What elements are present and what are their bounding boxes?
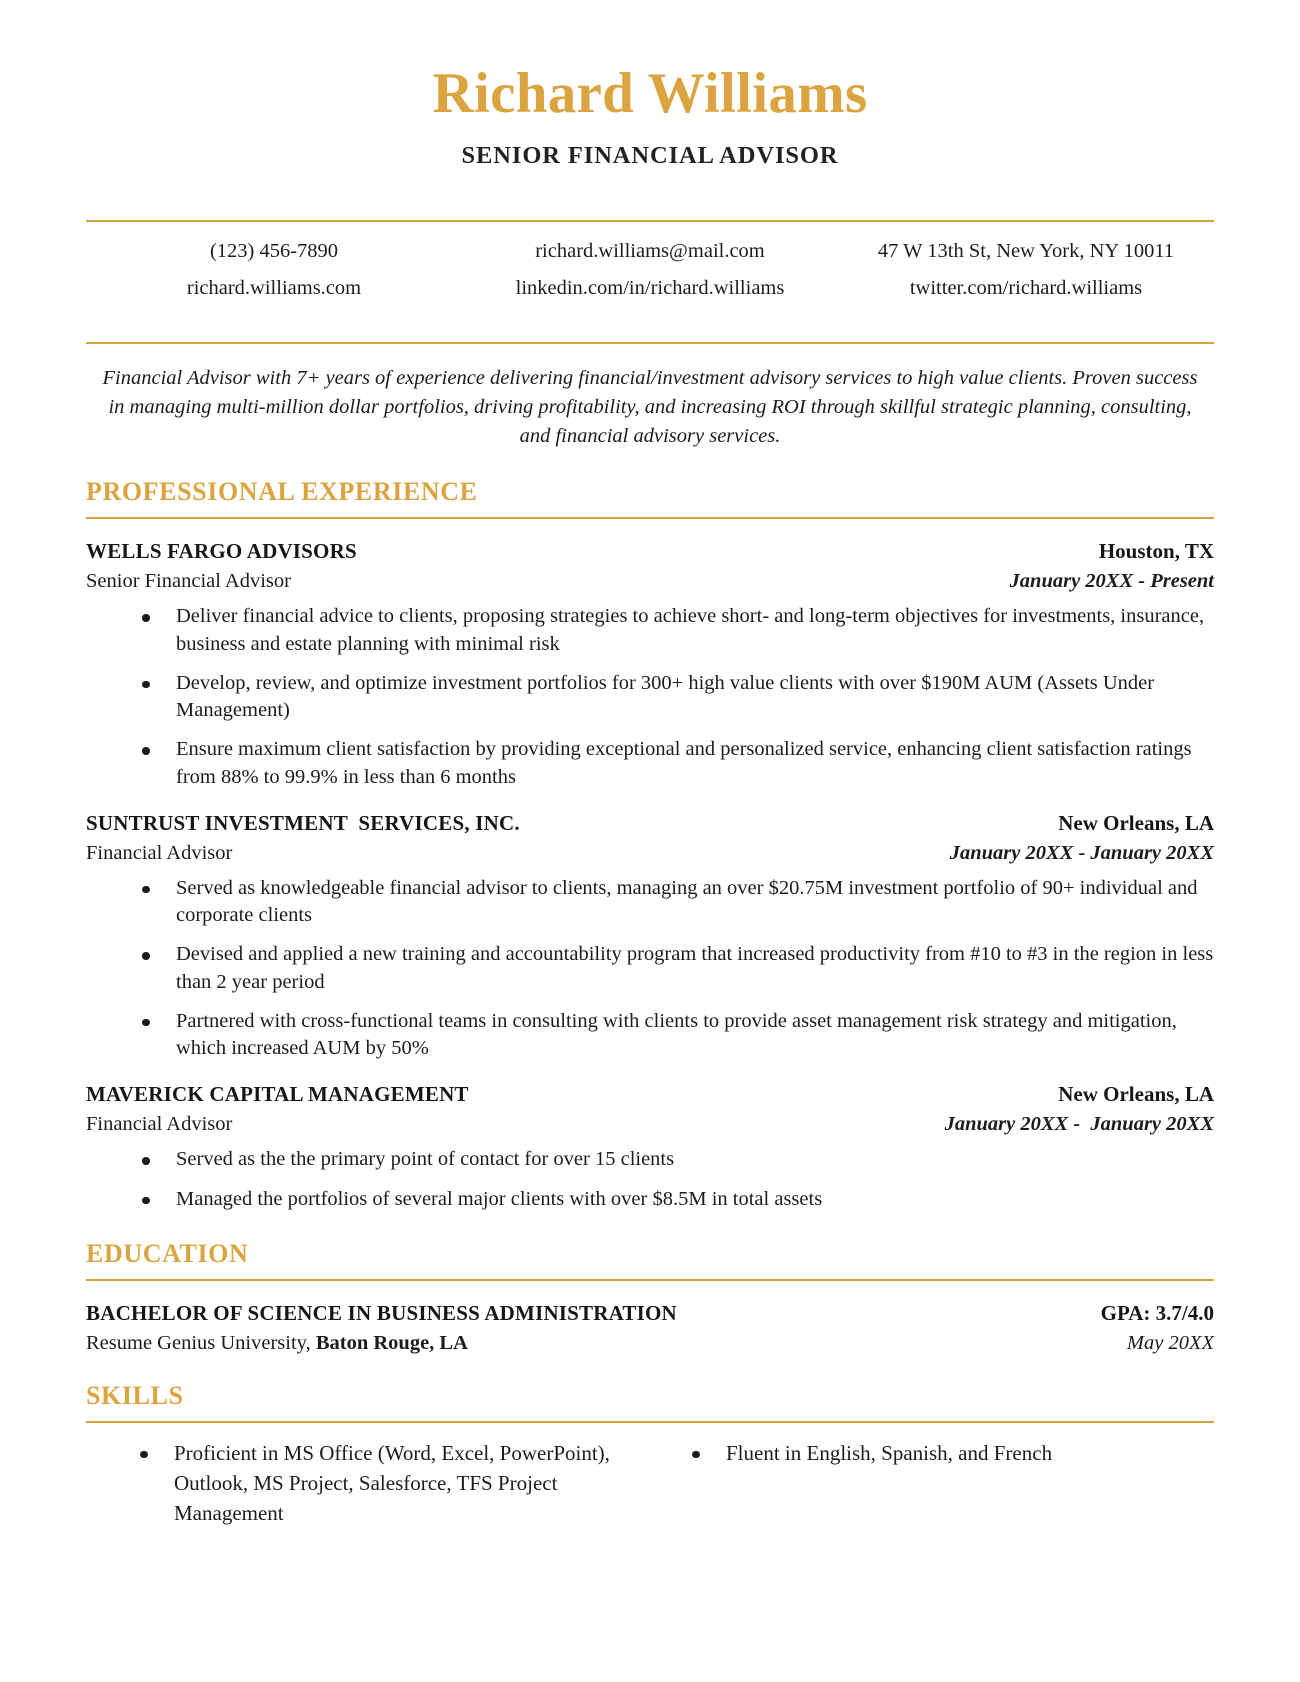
skills-column-right bbox=[662, 1439, 1214, 1528]
experience-location: New Orleans, LA bbox=[1058, 810, 1214, 835]
experience-bullet: Devised and applied a new training and accountability program that increased productivity from #10 to #3 in the region in less than 2 year period bbox=[134, 941, 1214, 996]
experience-bullet-list bbox=[86, 1146, 1214, 1213]
contact-address: 47 W 13th St, New York, NY 10011 bbox=[877, 239, 1175, 262]
section-divider-experience bbox=[86, 517, 1214, 519]
experience-bullet-list bbox=[86, 603, 1214, 791]
contact-linkedin[interactable]: linkedin.com/in/richard.williams bbox=[515, 277, 785, 300]
candidate-job-title: SENIOR FINANCIAL ADVISOR bbox=[461, 141, 839, 169]
section-divider-skills bbox=[86, 1421, 1214, 1423]
experience-bullet-list bbox=[86, 875, 1214, 1063]
professional-summary: Financial Advisor with 7+ years of experience delivering financial/investment advisory services to high value clients. Proven success in managing multi-million dollar portfolios, driving profitability, and increasing ROI through skillful strategic planning, consulting, and financial advisory services. bbox=[102, 367, 1198, 448]
skills-column-left bbox=[110, 1439, 662, 1528]
experience-company: MAVERICK CAPITAL MANAGEMENT bbox=[86, 1082, 469, 1107]
resume-header bbox=[86, 64, 1214, 170]
education-entry-subheader bbox=[86, 1326, 1214, 1355]
experience-entry-header bbox=[86, 1082, 1214, 1107]
experience-bullet: Served as knowledgeable financial advisor to clients, managing an over $20.75M investment portfolio of 90+ individual and corporate clients bbox=[134, 875, 1214, 930]
contact-phone[interactable]: (123) 456-7890 bbox=[209, 239, 339, 262]
experience-dates: January 20XX - January 20XX bbox=[944, 1113, 1214, 1136]
experience-role: Senior Financial Advisor bbox=[86, 570, 291, 593]
education-date: May 20XX bbox=[1126, 1331, 1214, 1354]
experience-company: WELLS FARGO ADVISORS bbox=[86, 539, 357, 564]
section-title-education: EDUCATION bbox=[86, 1238, 249, 1268]
experience-entry bbox=[86, 811, 1214, 1063]
skill-item: Proficient in MS Office (Word, Excel, PowerPoint), Outlook, MS Project, Salesforce, TFS Project Management bbox=[134, 1439, 662, 1528]
contact-website[interactable]: richard.williams.com bbox=[186, 277, 362, 300]
experience-entry bbox=[86, 539, 1214, 791]
education-school-name: Resume Genius University, bbox=[86, 1331, 316, 1354]
experience-bullet: Deliver financial advice to clients, proposing strategies to achieve short- and long-term objectives for investments, insurance, business and estate planning with minimal risk bbox=[134, 603, 1214, 658]
section-education bbox=[86, 1239, 1214, 1355]
section-professional-experience bbox=[86, 477, 1214, 1213]
skills-list-left bbox=[110, 1439, 662, 1528]
education-school-location: Baton Rouge, LA bbox=[315, 1331, 468, 1354]
contact-spacer bbox=[86, 302, 1214, 318]
education-degree: BACHELOR OF SCIENCE IN BUSINESS ADMINISTRATION bbox=[86, 1300, 677, 1325]
section-divider-education bbox=[86, 1279, 1214, 1281]
education-entry bbox=[86, 1301, 1214, 1355]
experience-entry-header bbox=[86, 811, 1214, 836]
experience-bullet: Ensure maximum client satisfaction by providing exceptional and personalized service, enhancing client satisfaction ratings from 88% to 99.9% in less than 6 months bbox=[134, 736, 1214, 791]
education-school bbox=[86, 1332, 468, 1355]
skills-columns bbox=[86, 1439, 1214, 1528]
experience-entry-subheader bbox=[86, 564, 1214, 593]
education-gpa: GPA: 3.7/4.0 bbox=[1100, 1300, 1214, 1325]
experience-bullet: Managed the portfolios of several major clients with over $8.5M in total assets bbox=[134, 1186, 1214, 1213]
experience-location: Houston, TX bbox=[1098, 539, 1214, 564]
experience-role: Financial Advisor bbox=[86, 841, 233, 864]
experience-bullet: Served as the the primary point of contact for over 15 clients bbox=[134, 1146, 1214, 1173]
experience-dates: January 20XX - Present bbox=[1009, 570, 1214, 593]
experience-dates: January 20XX - January 20XX bbox=[949, 841, 1214, 864]
experience-location: New Orleans, LA bbox=[1058, 1082, 1214, 1107]
section-skills bbox=[86, 1381, 1214, 1528]
candidate-name: Richard Williams bbox=[432, 62, 868, 125]
skill-item: Fluent in English, Spanish, and French bbox=[686, 1439, 1214, 1469]
experience-bullet: Partnered with cross-functional teams in consulting with clients to provide asset management risk strategy and mitigation, which increased AUM by 50% bbox=[134, 1008, 1214, 1063]
contact-row-primary bbox=[86, 239, 1214, 265]
contact-twitter[interactable]: twitter.com/richard.williams bbox=[909, 277, 1143, 300]
contact-row-secondary bbox=[86, 276, 1214, 302]
experience-role: Financial Advisor bbox=[86, 1113, 233, 1136]
section-title-experience: PROFESSIONAL EXPERIENCE bbox=[86, 477, 478, 507]
experience-company: SUNTRUST INVESTMENT SERVICES, INC. bbox=[86, 810, 520, 835]
experience-entry-subheader bbox=[86, 836, 1214, 865]
experience-entry-header bbox=[86, 539, 1214, 564]
experience-bullet: Develop, review, and optimize investment portfolios for 300+ high value clients with over $190M AUM (Assets Under Management) bbox=[134, 670, 1214, 725]
contact-email[interactable]: richard.williams@mail.com bbox=[535, 239, 765, 262]
section-title-skills: SKILLS bbox=[86, 1380, 184, 1410]
experience-entry bbox=[86, 1082, 1214, 1213]
contact-block bbox=[86, 222, 1214, 318]
experience-entry-subheader bbox=[86, 1107, 1214, 1136]
education-entry-header bbox=[86, 1301, 1214, 1326]
skills-list-right bbox=[662, 1439, 1214, 1469]
